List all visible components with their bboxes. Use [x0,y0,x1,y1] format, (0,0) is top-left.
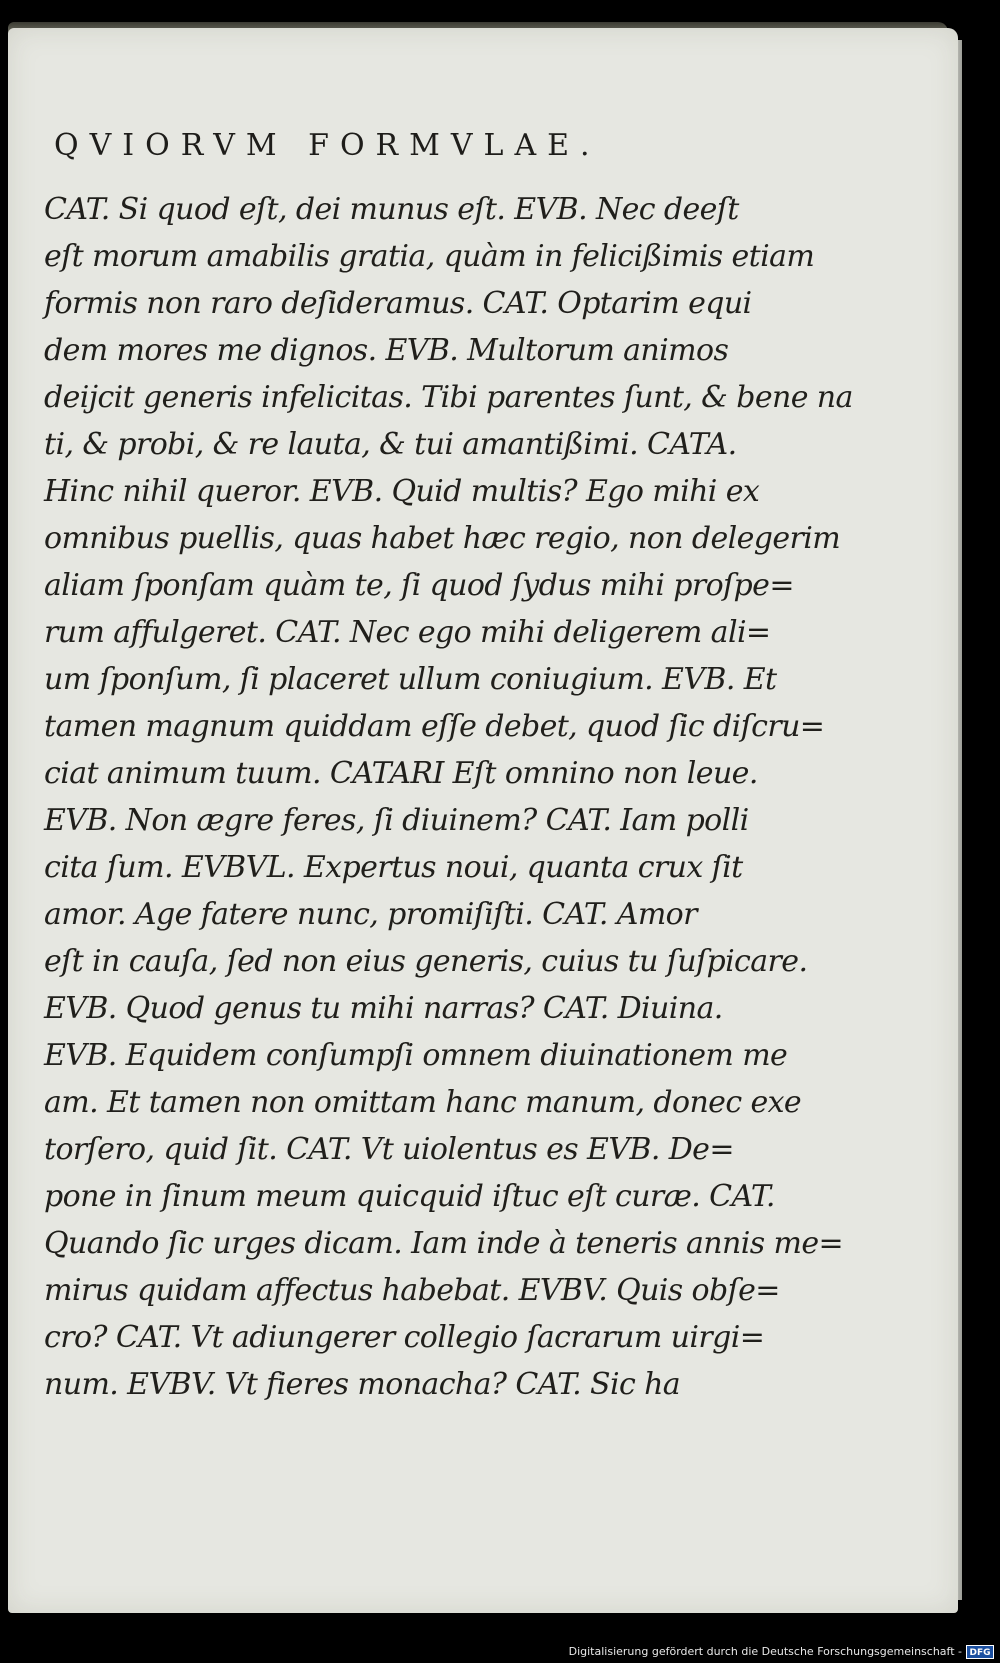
text-line: ciat animum tuum. CATARI Eſt omnino non leue. [44,756,758,791]
text-line: aliam ſponſam quàm te, ſi quod ſydus mihi proſpe= [44,568,794,603]
text-line: dem mores me dignos. EVB. Multorum animos [44,333,729,368]
text-line: amor. Age fatere nunc, promiſiſti. CAT. Amor [44,897,697,932]
text-line: torſero, quid ſit. CAT. Vt uiolentus es EVB. De= [44,1132,734,1167]
text-line: CAT. Si quod eſt, dei munus eſt. EVB. Nec deeſt [44,192,739,227]
text-line: rum affulgeret. CAT. Nec ego mihi deligerem ali= [44,615,771,650]
body-text [44,186,853,1408]
text-line: eſt in cauſa, ſed non eius generis, cuius tu ſuſpicare. [44,944,808,979]
text-line: EVB. Quod genus tu mihi narras? CAT. Diuina. [44,991,723,1026]
text-line: tamen magnum quiddam eſſe debet, quod ſic diſcru= [44,709,825,744]
text-line: num. EVBV. Vt fieres monacha? CAT. Sic ha [44,1367,681,1402]
dfg-logo: DFG [966,1645,994,1659]
text-line: ti, & probi, & re lauta, & tui amantißimi. CATA. [44,427,737,462]
footer-credit: Digitalisierung gefördert durch die Deutsche Forschungsgemeinschaft - [568,1645,962,1658]
text-line: Hinc nihil queror. EVB. Quid multis? Ego mihi ex [44,474,760,509]
text-line: pone in ſinum meum quicquid iſtuc eſt curæ. CAT. [44,1179,775,1214]
text-line: EVB. Non ægre feres, ſi diuinem? CAT. Iam polli [44,803,749,838]
text-line: deijcit generis infelicitas. Tibi parentes ſunt, & bene na [44,380,853,415]
text-line: eſt morum amabilis gratia, quàm in felicißimis etiam [44,239,815,274]
text-line: cita ſum. EVBVL. Expertus noui, quanta crux ſit [44,850,743,885]
text-line: formis non raro deſideramus. CAT. Optarim equi [44,286,752,321]
text-line: am. Et tamen non omittam hanc manum, donec exe [44,1085,802,1120]
text-line: cro? CAT. Vt adiungerer collegio ſacrarum uirgi= [44,1320,765,1355]
text-line: um ſponſum, ſi placeret ullum coniugium. EVB. Et [44,662,777,697]
text-line: mirus quidam affectus habebat. EVBV. Quis obſe= [44,1273,780,1308]
text-line: omnibus puellis, quas habet hæc regio, non delegerim [44,521,841,556]
text-line: EVB. Equidem conſumpſi omnem diuinationem me [44,1038,788,1073]
running-head: QVIORVM FORMVLAE. [54,128,601,163]
text-line: Quando ſic urges dicam. Iam inde à teneris annis me= [44,1226,844,1261]
